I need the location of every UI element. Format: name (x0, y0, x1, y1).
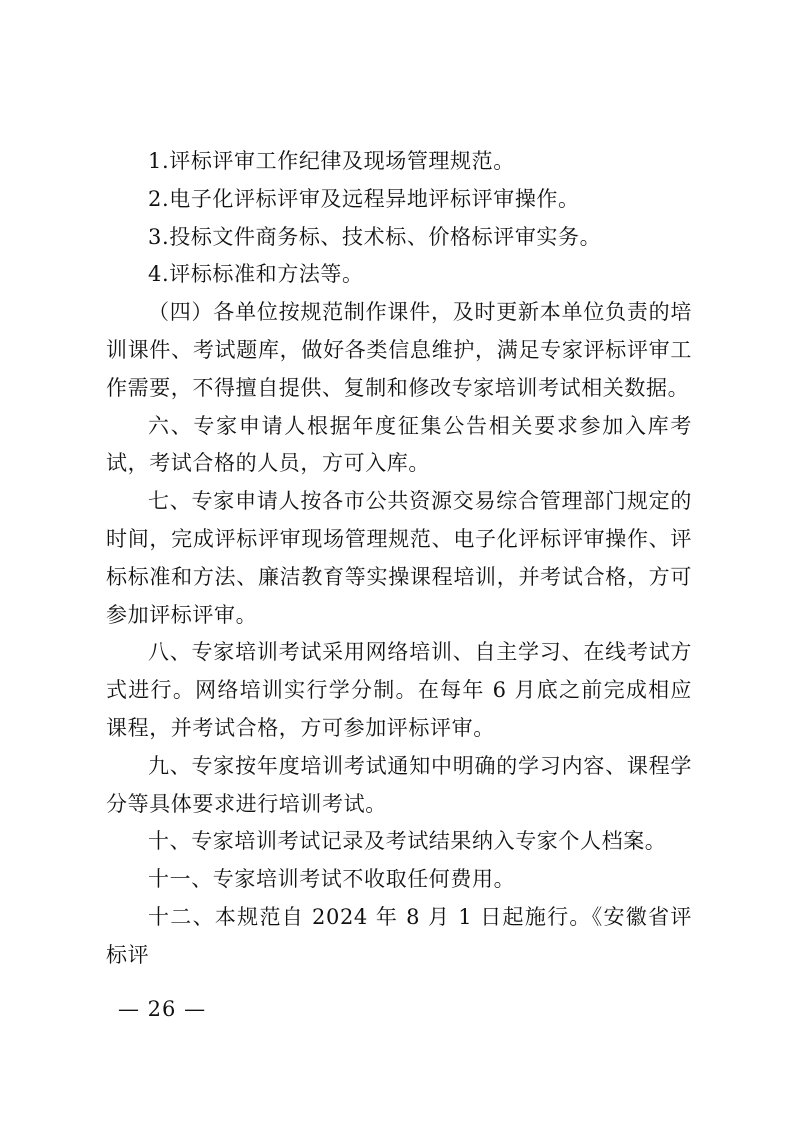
paragraph-section-4: （四）各单位按规范制作课件，及时更新本单位负责的培训课件、考试题库，做好各类信息维护，满足专家评标评审工作需要，不得擅自提供、复制和修改专家培训考试相关数据。 (106, 300, 692, 400)
paragraph-article-11: 十一、专家培训考试不收取任何费用。 (148, 867, 516, 892)
document-body (106, 143, 692, 975)
paragraph-item-4: 4.评标标准和方法等。 (148, 262, 364, 287)
page-number: — 26 — (118, 997, 207, 1021)
paragraph-item-2: 2.电子化评标评审及远程异地评标评审操作。 (148, 186, 580, 211)
paragraph-article-12: 十二、本规范自 2024 年 8 月 1 日起施行。《安徽省评标评 (106, 904, 692, 967)
paragraph-item-1: 1.评标评审工作纪律及现场管理规范。 (148, 149, 515, 173)
paragraph-article-8: 八、专家培训考试采用网络培训、自主学习、在线考试方式进行。网络培训实行学分制。在每年 6 月底之前完成相应课程，并考试合格，方可参加评标评审。 (106, 640, 692, 740)
paragraph-article-7: 七、专家申请人按各市公共资源交易综合管理部门规定的时间，完成评标评审现场管理规范、电子化评标评审操作、评标标准和方法、廉洁教育等实操课程培训，并考试合格，方可参加评标评审。 (106, 489, 692, 627)
paragraph-article-6: 六、专家申请人根据年度征集公告相关要求参加入库考试，考试合格的人员，方可入库。 (106, 413, 692, 476)
paragraph-item-3: 3.投标文件商务标、技术标、价格标评审实务。 (148, 224, 602, 249)
paragraph-article-10: 十、专家培训考试记录及考试结果纳入专家个人档案。 (148, 829, 667, 854)
paragraph-article-9: 九、专家按年度培训考试通知中明确的学习内容、课程学分等具体要求进行培训考试。 (106, 753, 692, 816)
